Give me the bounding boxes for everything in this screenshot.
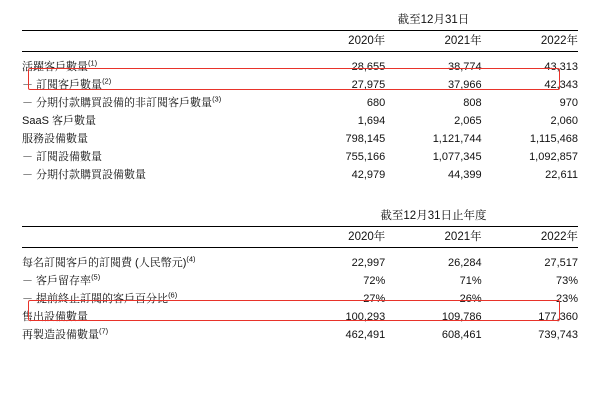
table-row	[22, 94, 578, 112]
table-row	[22, 130, 578, 148]
row-value-2020: 22,997	[351, 257, 386, 269]
row-value-2022: 2,060	[550, 115, 578, 127]
footnote-marker: (5)	[91, 272, 101, 282]
row-value-2021: 1,121,744	[432, 133, 482, 145]
row-value-2021: 1,077,345	[432, 151, 482, 163]
row-value-2020: 798,145	[345, 133, 386, 145]
row-value-2021: 808	[463, 97, 482, 109]
row-value-2021: 608,461	[441, 329, 482, 341]
row-value-2021: 71%	[459, 275, 482, 287]
section2-year-header-row	[22, 227, 578, 248]
row-label: － 分期付款購買設備數量	[22, 169, 147, 181]
row-value-2022: 42,343	[544, 79, 578, 91]
spacer-cell	[22, 206, 289, 227]
row-label: 活躍客戶數量$^{(1)}$	[22, 58, 98, 73]
footnote-marker: (6)	[168, 290, 178, 300]
row-label: 服務設備數量	[22, 133, 88, 145]
row-label: － 分期付款購買設備的非訂閱客戶數量$^{(3)}$	[22, 94, 222, 109]
footnote-marker: (7)	[99, 326, 109, 336]
section2-span-header-row	[22, 206, 578, 227]
row-label: － 訂閱設備數量	[22, 151, 103, 163]
row-value-2020: 27,975	[351, 79, 386, 91]
row-value-2021: 109,786	[441, 311, 482, 323]
row-label: 每名訂閱客戶的訂閱費 (人民幣元)$^{(4)}$	[22, 254, 196, 269]
table-row	[22, 272, 578, 290]
section2-year-2022: 2022年	[540, 231, 578, 243]
row-value-2021: 38,774	[447, 61, 482, 73]
row-value-2022: 1,115,468	[529, 133, 578, 145]
row-value-2020: 1,694	[357, 115, 386, 127]
row-label: SaaS 客戶數量	[22, 115, 96, 127]
table-row	[22, 290, 578, 308]
table-row	[22, 254, 578, 272]
row-value-2020: 755,166	[345, 151, 386, 163]
footnote-marker: (4)	[186, 254, 196, 264]
row-value-2020: 462,491	[345, 329, 386, 341]
spacer-cell	[22, 31, 289, 52]
table-row	[22, 58, 578, 76]
row-value-2020: 42,979	[351, 169, 386, 181]
section1-year-header-row	[22, 31, 578, 52]
metrics-table-as-of-dec31	[22, 10, 578, 184]
table-row	[22, 76, 578, 94]
row-value-2022: 177,360	[538, 311, 578, 323]
row-label: － 提前終止訂閱的客戶百分比$^{(6)}$	[22, 290, 178, 305]
row-value-2020: 28,655	[351, 61, 386, 73]
row-value-2021: 44,399	[447, 169, 482, 181]
row-value-2022: 23%	[555, 293, 578, 305]
table-row	[22, 326, 578, 344]
row-label: 售出設備數量	[22, 311, 88, 323]
row-value-2022: 1,092,857	[529, 151, 578, 163]
row-value-2021: 26,284	[447, 257, 482, 269]
row-value-2022: 739,743	[538, 329, 578, 341]
row-value-2022: 970	[559, 97, 578, 109]
table-row	[22, 308, 578, 326]
row-value-2022: 27,517	[544, 257, 578, 269]
row-value-2022: 22,611	[545, 169, 578, 181]
section2-span-header: 截至12月31日止年度	[380, 210, 487, 222]
section1-year-2021: 2021年	[444, 35, 482, 47]
table-row	[22, 148, 578, 166]
row-value-2021: 26%	[459, 293, 482, 305]
row-value-2022: 43,313	[544, 61, 578, 73]
row-value-2022: 73%	[555, 275, 578, 287]
row-label: 再製造設備數量$^{(7)}$	[22, 326, 109, 341]
spacer-cell	[22, 227, 289, 248]
footnote-marker: (1)	[88, 58, 98, 68]
section1-year-2022: 2022年	[540, 35, 578, 47]
spacer-cell	[22, 10, 289, 31]
footnote-marker: (3)	[212, 94, 222, 104]
section2-year-2020: 2020年	[348, 231, 386, 243]
section2-year-2021: 2021年	[444, 231, 482, 243]
row-value-2020: 27%	[363, 293, 386, 305]
row-value-2020: 100,293	[345, 311, 386, 323]
table-row	[22, 166, 578, 184]
row-value-2020: 72%	[363, 275, 386, 287]
footnote-marker: (2)	[102, 76, 112, 86]
row-value-2020: 680	[366, 97, 386, 109]
section-gap	[22, 184, 578, 206]
table-row	[22, 112, 578, 130]
section1-span-header: 截至12月31日	[397, 14, 470, 26]
section1-span-header-row	[22, 10, 578, 31]
row-label: － 客戶留存率$^{(5)}$	[22, 272, 101, 287]
section1-year-2020: 2020年	[348, 35, 386, 47]
row-value-2021: 37,966	[447, 79, 482, 91]
row-value-2021: 2,065	[454, 115, 482, 127]
metrics-table-year-ended-dec31	[22, 206, 578, 344]
row-label: － 訂閱客戶數量$^{(2)}$	[22, 76, 112, 91]
